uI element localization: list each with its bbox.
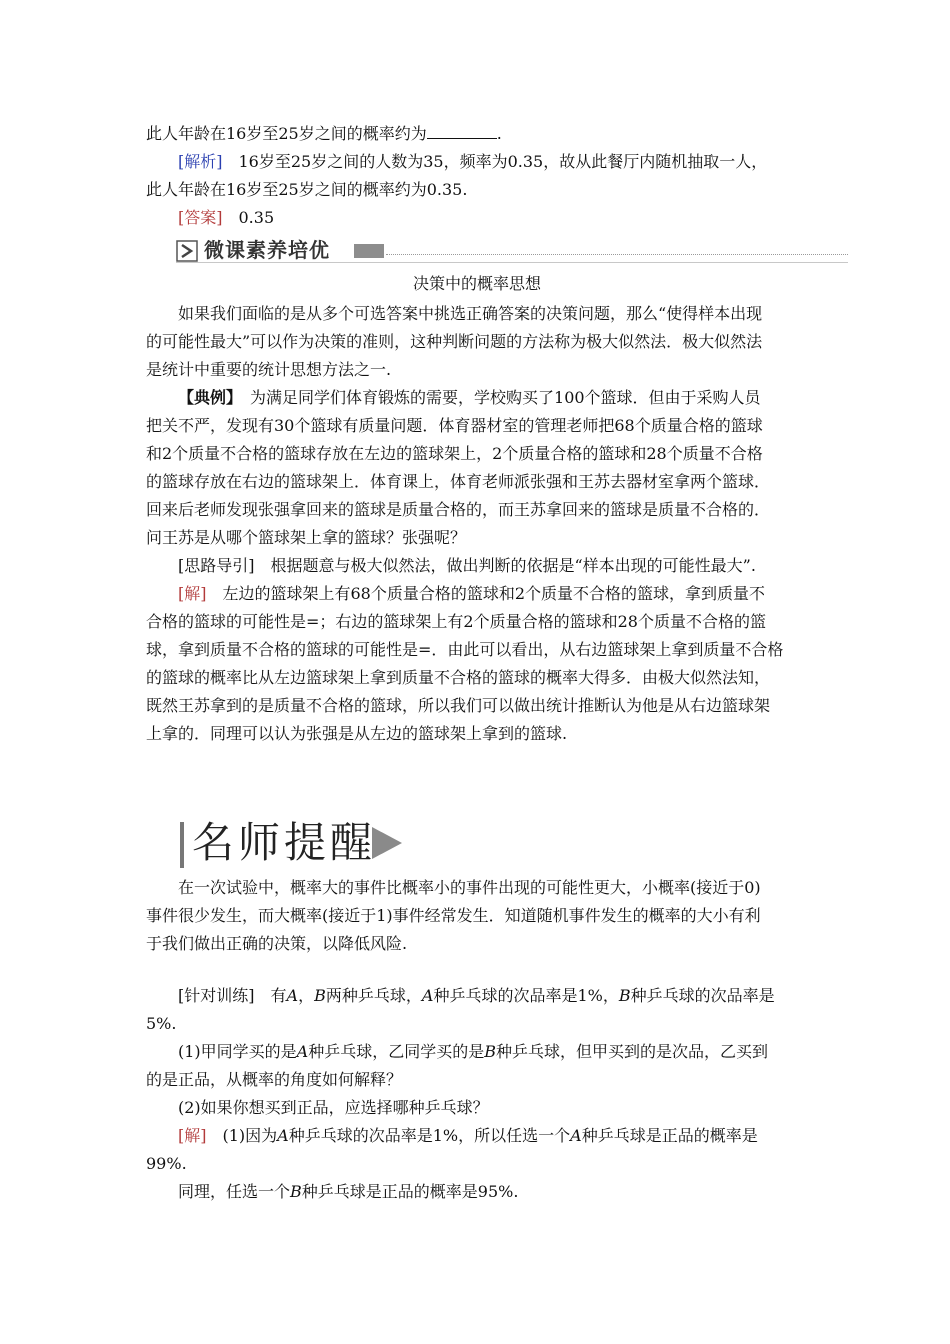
solution-line: 的篮球的概率比从左边篮球架上拿到质量不合格的篮球的概率大得多．由极大似然法知， — [146, 668, 771, 687]
tip-line: 事件很少发生，而大概率(接近于1)事件经常发生．知道随机事件发生的概率的大小有利 — [146, 906, 761, 925]
var-a: A — [296, 1042, 309, 1061]
training-tag: [针对训练] — [178, 986, 255, 1005]
text-line: 此人年龄在16岁至25岁之间的概率约为0.35. — [146, 180, 468, 199]
solution-line — [178, 584, 808, 604]
example-line: 回来后老师发现张强拿回来的篮球是质量合格的，而王苏拿回来的篮球是质量不合格的． — [146, 500, 771, 519]
tip-line: 于我们做出正确的决策，以降低风险. — [146, 934, 408, 953]
tip-bar — [180, 822, 184, 868]
intro-line: 是统计中重要的统计思想方法之一. — [146, 360, 392, 379]
solution-line: 上拿的．同理可以认为张强是从左边的篮球架上拿到的篮球. — [146, 724, 568, 743]
banner-decor — [354, 244, 384, 258]
intro-line: 如果我们面临的是从多个可选答案中挑选正确答案的决策问题，那么“使得样本出现 — [178, 304, 763, 323]
text: 此人年龄在16岁至25岁之间的概率约为 — [146, 124, 427, 143]
var-a: A — [570, 1126, 582, 1145]
tip-heading: 名师提醒 — [192, 818, 377, 867]
text: (1)因为 — [206, 1126, 278, 1145]
var-b: B — [618, 986, 631, 1005]
var-a: A — [421, 986, 434, 1005]
text: 种乒乓球是正品的概率是 — [581, 1126, 758, 1145]
intro-line: 的可能性最大”可以作为决策的准则，这种判断问题的方法称为极大似然法．极大似然法 — [146, 332, 763, 351]
text: 种乒乓球，乙同学买的是 — [308, 1042, 485, 1061]
text: 左边的篮球架上有68个质量合格的篮球和2个质量不合格的篮球，拿到质量不 — [206, 584, 766, 603]
text: 同理，任选一个 — [178, 1182, 291, 1201]
banner-play-icon — [176, 240, 198, 262]
training-solution-line — [178, 1126, 808, 1146]
var-b: B — [314, 986, 326, 1005]
var-b: B — [484, 1042, 497, 1061]
question-line — [178, 1042, 808, 1062]
text: 有 — [254, 986, 287, 1005]
text-line — [178, 208, 808, 228]
analysis-tag: [解析] — [178, 152, 223, 171]
guide-line: [思路导引] 根据题意与极大似然法，做出判断的依据是“样本出现的可能性最大”. — [178, 556, 756, 575]
solution-line: 既然王苏拿到的是质量不合格的篮球，所以我们可以做出统计推断认为他是从右边篮球架 — [146, 696, 771, 715]
tip-arrow-icon — [372, 827, 402, 859]
text: (1)甲同学买的是 — [178, 1042, 297, 1061]
text: 种乒乓球，但甲买到的是次品，乙买到 — [496, 1042, 769, 1061]
training-line — [178, 986, 808, 1006]
text-line — [146, 124, 808, 144]
example-line — [178, 388, 808, 408]
text: 种乒乓球的次品率是 — [630, 986, 775, 1005]
text: . — [496, 124, 502, 143]
section-title: 决策中的概率思想 — [412, 274, 541, 293]
text: 16岁至25岁之间的人数为35，频率为0.35，故从此餐厅内随机抽取一人， — [222, 152, 768, 171]
question-line: 的是正品，从概率的角度如何解释？ — [146, 1070, 403, 1089]
solution-line: 合格的篮球的可能性是=；右边的篮球架上有2个质量合格的篮球和28个质量不合格的篮 — [146, 612, 766, 631]
training-solution-line — [178, 1182, 808, 1202]
text: 两种乒乓球， — [325, 986, 422, 1005]
var-a: A — [286, 986, 299, 1005]
banner-title: 微课素养培优 — [204, 238, 330, 262]
text: 0.35 — [222, 208, 275, 227]
tip-line: 在一次试验中，概率大的事件比概率小的事件出现的可能性更大，小概率(接近于0) — [178, 878, 761, 897]
solution-line: 球，拿到质量不合格的篮球的可能性是=．由此可以看出，从右边篮球架上拿到质量不合格 — [146, 640, 784, 659]
training-line: 5%. — [146, 1014, 177, 1033]
example-line: 的篮球存放在右边的篮球架上．体育课上，体育老师派张强和王苏去器材室拿两个篮球． — [146, 472, 771, 491]
answer-blank — [427, 124, 497, 139]
text: 为满足同学们体育锻炼的需要，学校购买了100个篮球．但由于采购人员 — [234, 388, 761, 407]
example-tag: 【典例】 — [178, 388, 235, 407]
text-line — [178, 152, 808, 172]
text: 种乒乓球的次品率是1%，所以任选一个 — [288, 1126, 571, 1145]
var-b: B — [290, 1182, 302, 1201]
question-line: (2)如果你想买到正品，应选择哪种乒乓球？ — [178, 1098, 489, 1117]
banner-underline — [176, 262, 848, 263]
solution-tag: [解] — [178, 584, 207, 603]
section-banner — [176, 237, 848, 265]
example-line: 把关不严，发现有30个篮球有质量问题．体育器材室的管理老师把68个质量合格的篮球 — [146, 416, 763, 435]
solution-tag: [解] — [178, 1126, 207, 1145]
text: 种乒乓球是正品的概率是95%. — [301, 1182, 519, 1201]
banner-rule — [386, 254, 848, 255]
training-solution-line: 99%. — [146, 1154, 187, 1173]
example-line: 问王苏是从哪个篮球架上拿的篮球？张强呢？ — [146, 528, 467, 547]
var-a: A — [277, 1126, 289, 1145]
answer-tag: [答案] — [178, 208, 223, 227]
example-line: 和2个质量不合格的篮球存放在左边的篮球架上，2个质量合格的篮球和28个质量不合格 — [146, 444, 763, 463]
text: ， — [298, 986, 315, 1005]
text: 种乒乓球的次品率是1%， — [433, 986, 619, 1005]
